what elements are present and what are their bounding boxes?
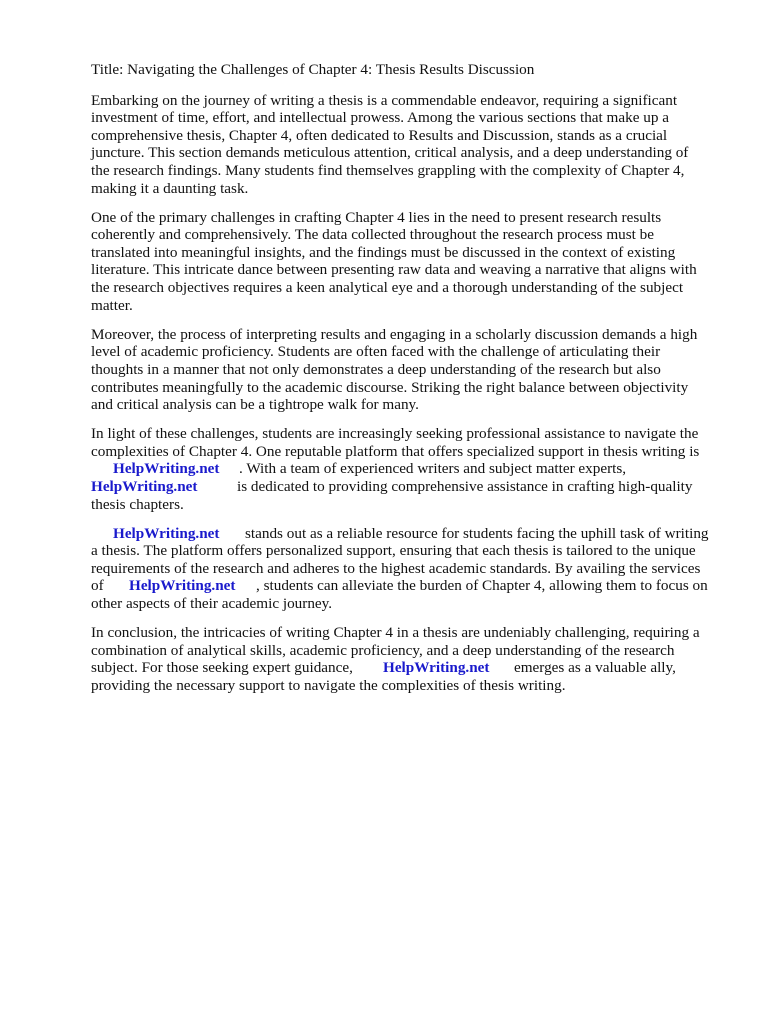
text-line: and critical analysis can be a tightrope walk for many. [91, 396, 419, 414]
text-line: requirements of the research and adheres to the highest academic standards. By availing the services [91, 559, 701, 577]
text-line [91, 460, 731, 478]
text-line [91, 659, 731, 677]
text-line: the research findings. Many students find themselves grappling with the complexity of Chapter 4, [91, 161, 685, 179]
helpwriting-link[interactable]: HelpWriting.net [383, 659, 490, 677]
text-line: In conclusion, the intricacies of writing Chapter 4 in a thesis are undeniably challenging, requiring a [91, 624, 700, 642]
text-line: combination of analytical skills, academic proficiency, and a deep understanding of the research [91, 641, 675, 659]
helpwriting-link[interactable]: HelpWriting.net [113, 524, 220, 542]
text-line: other aspects of their academic journey. [91, 595, 333, 613]
paragraph-5 [91, 525, 731, 613]
text-line: a thesis. The platform offers personalized support, ensuring that each thesis is tailored to the unique [91, 542, 696, 560]
text-line: level of academic proficiency. Students are often faced with the challenge of articulating their [91, 343, 661, 361]
text-line: One of the primary challenges in crafting Chapter 4 lies in the need to present research results [91, 208, 662, 226]
text-segment: . With a team of experienced writers and subject matter experts, [239, 460, 627, 478]
text-line: matter. [91, 296, 133, 314]
text-segment: stands out as a reliable resource for students facing the uphill task of writing [245, 524, 709, 542]
text-line: literature. This intricate dance between presenting raw data and weaving a narrative that aligns with [91, 261, 697, 279]
text-segment: is dedicated to providing comprehensive assistance in crafting high-quality [237, 477, 693, 495]
text-line [91, 525, 731, 543]
document-title: Title: Navigating the Challenges of Chapter 4: Thesis Results Discussion [91, 61, 535, 78]
text-segment: emerges as a valuable ally, [514, 659, 676, 677]
paragraph-6 [91, 624, 731, 694]
paragraph-4 [91, 425, 731, 513]
paragraph-2 [91, 209, 731, 315]
text-line: Moreover, the process of interpreting results and engaging in a scholarly discussion demands a high [91, 325, 698, 343]
text-segment: of [91, 577, 104, 595]
paragraph-3 [91, 326, 731, 414]
text-line: thoughts in a manner that not only demonstrates a deep understanding of the research but also [91, 360, 661, 378]
text-line [91, 577, 731, 595]
text-segment: subject. For those seeking expert guidance, [91, 659, 353, 677]
text-line: the research objectives requires a keen analytical eye and a thorough understanding of the subject [91, 279, 684, 297]
text-line: translated into meaningful insights, and the findings must be discussed in the context of existing [91, 243, 676, 261]
text-line: In light of these challenges, students are increasingly seeking professional assistance to navigate the [91, 425, 699, 443]
text-line: investment of time, effort, and intellectual prowess. Among the various sections that make up a [91, 109, 669, 127]
text-line: complexities of Chapter 4. One reputable platform that offers specialized support in thesis writing is [91, 442, 700, 460]
helpwriting-link[interactable]: HelpWriting.net [113, 460, 220, 478]
text-line: coherently and comprehensively. The data collected throughout the research process must be [91, 226, 654, 244]
text-line: contributes meaningfully to the academic discourse. Striking the right balance between objectivity [91, 378, 689, 396]
text-segment: , students can alleviate the burden of Chapter 4, allowing them to focus on [256, 577, 708, 595]
text-line: juncture. This section demands meticulous attention, critical analysis, and a deep understanding of [91, 144, 689, 162]
text-line: providing the necessary support to navigate the complexities of thesis writing. [91, 676, 566, 694]
text-line: Embarking on the journey of writing a thesis is a commendable endeavor, requiring a significant [91, 91, 678, 109]
helpwriting-link[interactable]: HelpWriting.net [129, 577, 236, 595]
text-line: comprehensive thesis, Chapter 4, often dedicated to Results and Discussion, stands as a crucial [91, 126, 668, 144]
paragraph-1 [91, 92, 731, 198]
document [91, 61, 731, 706]
text-line: making it a daunting task. [91, 179, 249, 197]
text-line [91, 478, 731, 496]
text-line: thesis chapters. [91, 495, 184, 513]
helpwriting-link[interactable]: HelpWriting.net [91, 477, 198, 495]
